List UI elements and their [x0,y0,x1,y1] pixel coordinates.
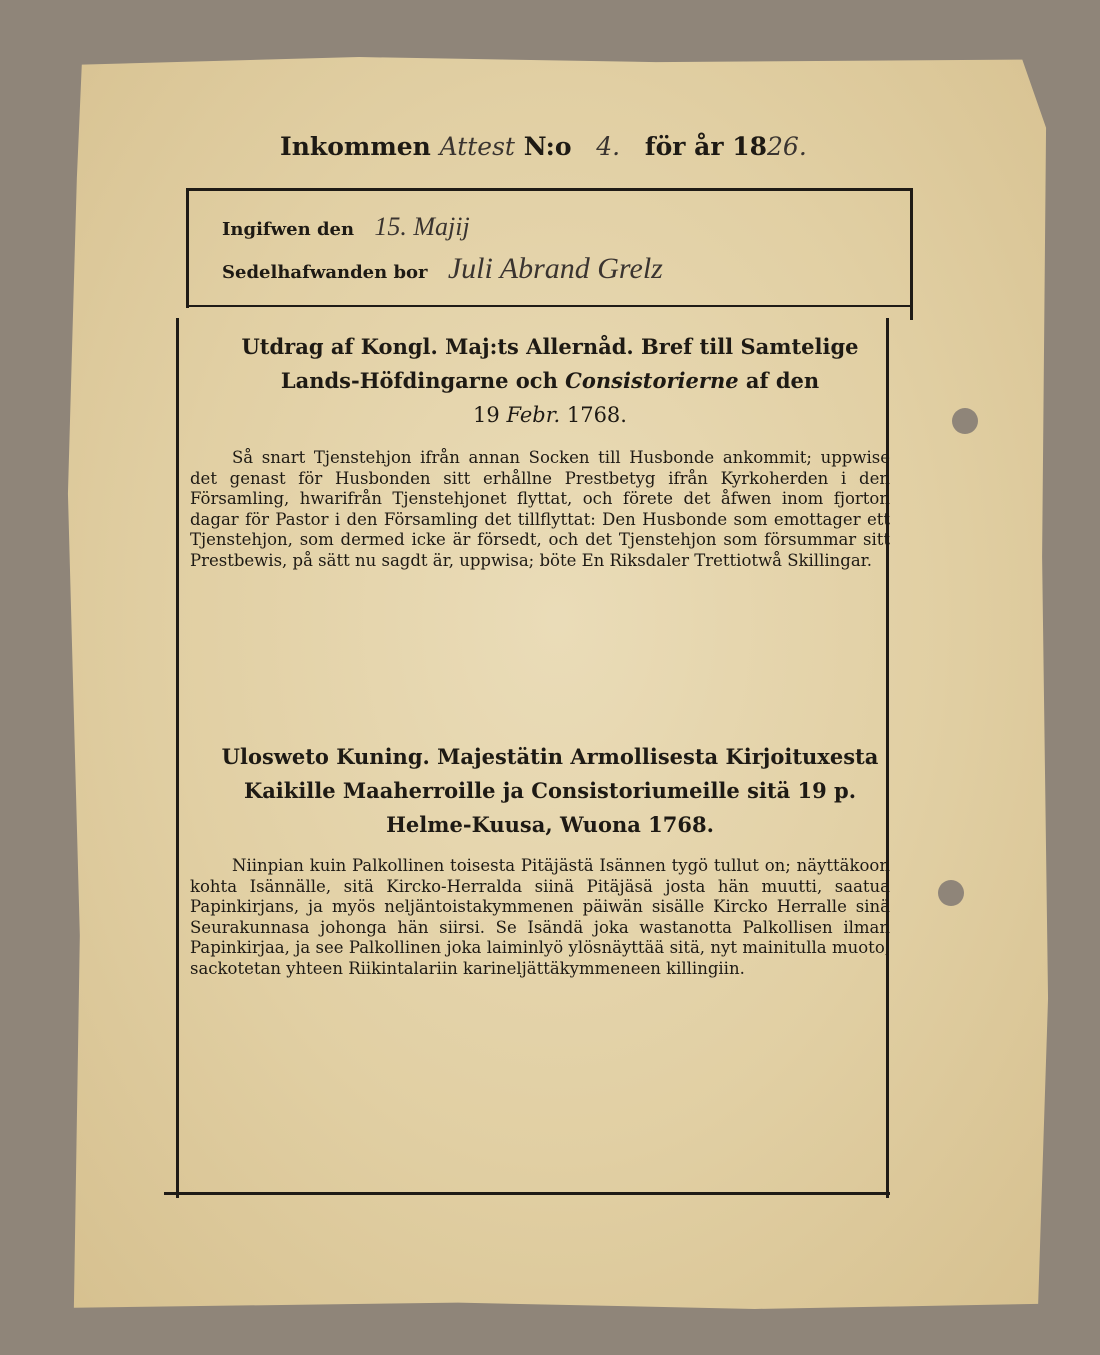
heading-number: 4. [596,132,621,161]
swedish-title-line2 [200,364,900,398]
swedish-title-line3-c: 1768. [566,403,627,427]
heading-year-label: för år 18 [644,132,768,161]
frame-top-rule [186,188,913,191]
submitted-value: 15. Majij [374,212,470,241]
swedish-title-line3-a: 19 [473,403,500,427]
paper-sheet [62,52,1052,1314]
frame-bottom-rule [164,1192,890,1195]
submitted-field [222,212,470,242]
heading-year-suffix: 26. [767,132,807,161]
heading-type: Attest [439,132,515,161]
swedish-title-line3 [200,398,900,432]
swedish-title-line1: Utdrag af Kongl. Maj:ts Allernåd. Bref till Samtelige [241,334,859,359]
holder-label: Sedelhafwanden bor [222,262,428,283]
swedish-body: Så snart Tjenstehjon ifrån annan Socken till Husbonde ankommit; uppwise det genast för Husbonden sitt erhållne Prestbetyg ifrån Kyrkoherden i den Församling, hwarifrån Tjenstehjonet flyttat, och förete det åfwen inom fjorton dagar för Pastor i den Församling det tillflyttat: Den Husbonde som emottager ett Tjenstehjon, som dermed icke är försedt, och det Tjenstehjon som försummar sitt Prestbewis, på sätt nu sagdt är, uppwisa; böte En Riksdaler Trettiotwå Skillingar. [190,448,890,570]
finnish-body: Niinpian kuin Palkollinen toisesta Pitäjästä Isännen tygö tullut on; näyttäkoon kohta Isännälle, sitä Kircko-Herralda siinä Pitäjäsä josta hän muutti, saatua Papinkirjans, ja myös neljäntoistakymmenen päiwän sisälle Kircko Herralle sinä Seurakunnasa johonga hän siirsi. Se Isändä joka wastanotta Palkollisen ilman Papinkirjaa, ja see Palkollinen joka laiminlyö ylösnäyttää sitä, nyt mainitulla muoto, sackotetan yhteen Riikintalariin karineljättäkymmeneen killingiin. [190,856,890,978]
swedish-title [200,330,900,432]
binder-hole-lower [938,880,964,906]
finnish-title-line2: Kaikille Maaherroille ja Consistoriumeille sitä 19 p. [243,778,857,803]
finnish-title [200,740,900,842]
holder-field [222,252,663,286]
swedish-title-line3-b: Febr. [506,403,561,427]
binder-hole-upper [952,408,978,434]
swedish-title-line2-a: Lands-Höfdingarne och [280,368,558,393]
heading-prefix: Inkommen [280,132,431,161]
heading-number-label: N:o [523,132,572,161]
finnish-title-line1: Ulosweto Kuning. Majestätin Armollisesta Kirjoituxesta [221,744,879,769]
document-heading [280,132,880,161]
fields-bottom-rule [188,305,910,307]
frame-right-upper [910,190,913,320]
finnish-title-line3: Helme-Kuusa, Wuona 1768. [386,812,714,837]
swedish-title-line2-c: af den [745,368,820,393]
submitted-label: Ingifwen den [222,219,355,240]
frame-left-lower [176,318,179,1198]
frame-left-upper [186,188,189,308]
holder-value: Juli Abrand Grelz [447,252,663,285]
swedish-title-line2-b: Consistorierne [565,368,739,393]
